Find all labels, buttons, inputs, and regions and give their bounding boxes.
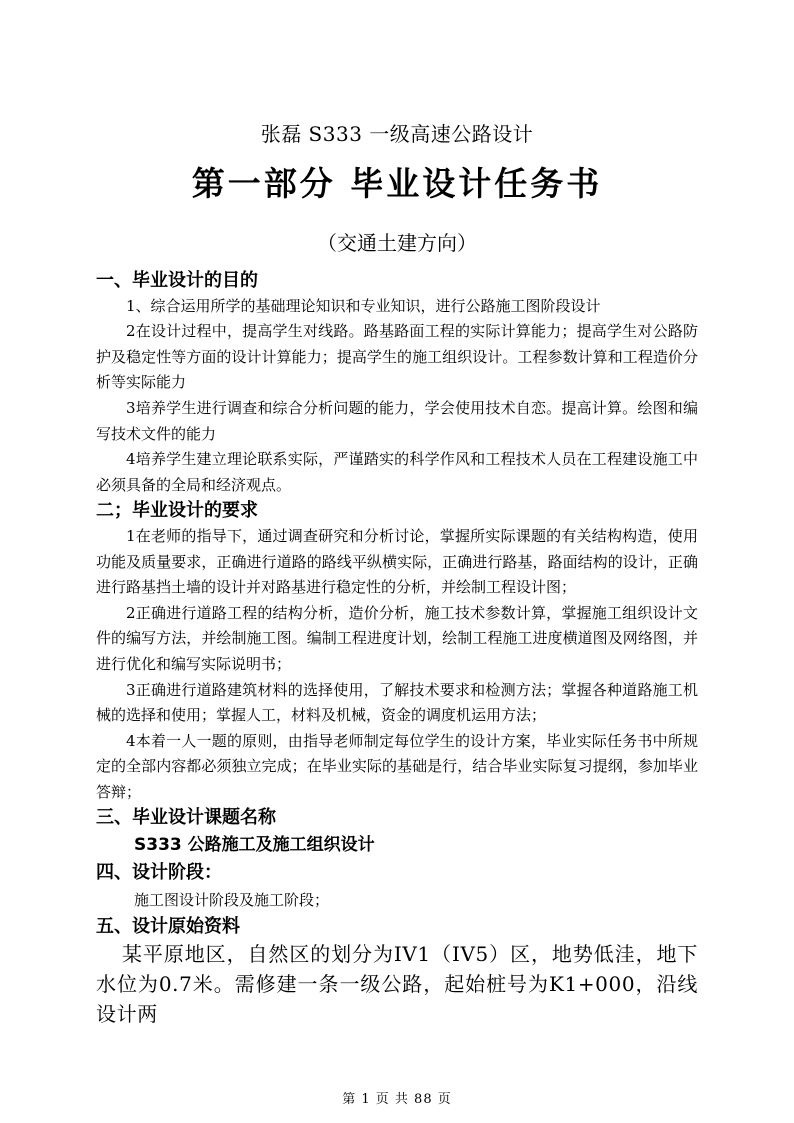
section-2-heading: 二；毕业设计的要求 bbox=[96, 500, 258, 522]
section-1-paragraph-3: 3培养学生进行调查和综合分析问题的能力，学会使用技术自恋。提高计算。绘图和编写技术文件的能力 bbox=[96, 398, 698, 443]
section-1-heading: 一、毕业设计的目的 bbox=[96, 270, 258, 291]
document-main-title: 第一部分 毕业设计任务书 bbox=[191, 164, 603, 203]
section-3-heading: 三、毕业设计课题名称 bbox=[96, 807, 276, 829]
document-body bbox=[96, 268, 698, 1029]
section-5-paragraph: 某平原地区，自然区的划分为IV1（IV5）区，地势低洼，地下水位为0.7米。需修建一条一级公路，起始桩号为K1+000，沿线设计两 bbox=[96, 942, 698, 1027]
section-1-paragraph-2: 2在设计过程中，提高学生对线路。路基路面工程的实际计算能力；提高学生对公路防护及稳定性等方面的设计计算能力；提高学生的施工组织设计。工程参数计算和工程造价分析等实际能力 bbox=[96, 322, 698, 392]
section-2-paragraph-2: 2正确进行道路工程的结构分析，造价分析，施工技术参数计算，掌握施工组织设计文件的编写方法，并绘制施工图。编制工程进度计划，绘制工程施工进度横道图及网络图，并进行优化和编写实际说明书； bbox=[96, 603, 698, 673]
page-number-footer: 第 1 页 共 88 页 bbox=[342, 1092, 452, 1107]
section-4-heading: 四、设计阶段： bbox=[96, 862, 222, 884]
project-topic-name: S333 公路施工及施工组织设计 bbox=[134, 835, 375, 856]
document-subtitle: （交通土建方向） bbox=[317, 231, 477, 255]
section-1-paragraph-4: 4培养学生建立理论联系实际，严谨踏实的科学作风和工程技术人员在工程建设施工中必须具备的全局和经济观点。 bbox=[96, 450, 698, 494]
section-5-heading: 五、设计原始资料 bbox=[96, 915, 240, 937]
design-stage-text: 施工图设计阶段及施工阶段； bbox=[134, 890, 330, 909]
section-2-paragraph-1: 1在老师的指导下，通过调查研究和分析讨论，掌握所实际课题的有关结构构造，使用功能及质量要求，正确进行道路的路线平纵横实际，正确进行路基，路面结构的设计，正确进行路基挡土墙的设计并对路基进行稳定性的分析，并绘制工程设计图； bbox=[96, 526, 698, 597]
section-2-paragraph-3: 3正确进行道路建筑材料的选择使用，了解技术要求和检测方法；掌握各种道路施工机械的选择和使用；掌握人工，材料及机械，资金的调度机运用方法； bbox=[96, 680, 698, 725]
section-1-paragraph-1: 1、综合运用所学的基础理论知识和专业知识，进行公路施工图阶段设计 bbox=[126, 296, 601, 315]
section-2-paragraph-4: 4本着一人一题的原则，由指导老师制定每位学生的设计方案，毕业实际任务书中所规定的全部内容都必须独立完成；在毕业实际的基础是行，结合毕业实际复习提纲，参加毕业答辩； bbox=[96, 731, 698, 801]
document-header-title: 张磊 S333 一级高速公路设计 bbox=[260, 122, 534, 146]
